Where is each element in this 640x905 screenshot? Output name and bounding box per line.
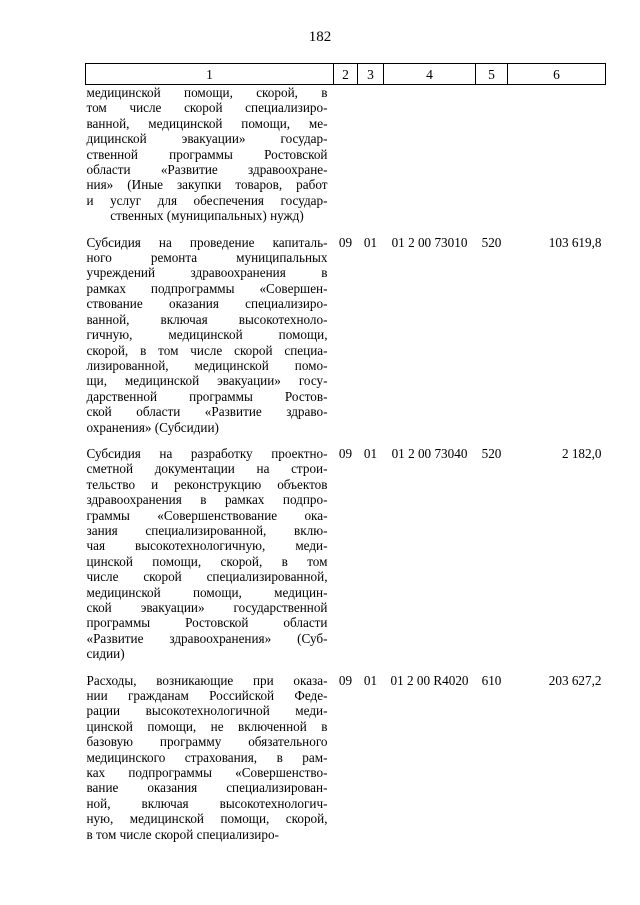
- expense-type-cell: 520: [481, 445, 502, 461]
- budget-table: [85, 63, 606, 842]
- subsection-code-cell: 01: [363, 445, 378, 461]
- description-line: скорой, в том числе скорой специа-: [86, 342, 328, 358]
- table-header: [86, 64, 606, 85]
- table-row: [86, 673, 606, 842]
- spacer-cell: [86, 435, 606, 446]
- description-line: тельство и реконструкцию объектов: [86, 476, 328, 492]
- expense-type-cell: 520: [481, 234, 502, 250]
- page-number: 182: [308, 29, 332, 45]
- description-line: Субсидия на проведение капиталь-: [86, 234, 328, 250]
- section-code-cell: 09: [338, 234, 353, 250]
- description-line: ках подпрограммы «Совершенство-: [86, 765, 328, 781]
- row-spacer: [86, 662, 606, 673]
- description-line: сметной документации на строи-: [86, 461, 328, 477]
- description-line: рации высокотехнологичной меди-: [86, 703, 328, 719]
- target-code-cell: 01 2 00 73040: [391, 445, 468, 461]
- description-cell: [86, 673, 334, 842]
- description-cell: [86, 85, 334, 224]
- description-line: нии гражданам Российской Феде-: [86, 688, 328, 704]
- description-line: щи, медицинской эвакуации» госу-: [86, 373, 328, 389]
- header-col-3: 3: [358, 64, 384, 85]
- description-line: медицинской помощи, медицин-: [86, 584, 328, 600]
- expense-type-cell: 610: [481, 672, 502, 688]
- description-line: рамках подпрограммы «Совершен-: [86, 280, 328, 296]
- description-line: ствование оказания специализиро-: [86, 296, 328, 312]
- description-line: гичную, медицинской помощи,: [86, 327, 328, 343]
- row-spacer: [86, 435, 606, 446]
- description-cell: [86, 235, 334, 435]
- header-col-2: 2: [334, 64, 358, 85]
- amount-cell: 103 619,8: [548, 234, 602, 250]
- target-code-cell: 01 2 00 73010: [391, 234, 468, 250]
- description-line: в том числе скорой специализиро-: [86, 826, 279, 842]
- description-line: дарственной программы Ростов-: [86, 388, 328, 404]
- header-col-6: 6: [508, 64, 606, 85]
- description-line: и услуг для обеспечения государ-: [86, 192, 328, 208]
- description-line: ственной программы Ростовской: [86, 146, 328, 162]
- description-line: лизированной, медицинской помо-: [86, 357, 328, 373]
- section-code-cell: 09: [338, 445, 353, 461]
- description-line: чая высокотехнологичную, меди-: [86, 538, 328, 554]
- description-line: вание оказания специализирован-: [86, 780, 328, 796]
- description-line: медицинской помощи, скорой, в: [86, 85, 328, 100]
- amount-cell: [508, 85, 606, 224]
- description-line: ванной, включая высокотехноло-: [86, 311, 328, 327]
- description-line: здравоохранения в рамках подпро-: [86, 492, 328, 508]
- description-line: цинской помощи, не включенной в: [86, 718, 328, 734]
- spacer-cell: [86, 224, 606, 235]
- description-line: «Развитие здравоохранения» (Суб-: [86, 630, 328, 646]
- description-line: Расходы, возникающие при оказа-: [86, 672, 328, 688]
- description-line: области «Развитие здравоохране-: [86, 162, 328, 178]
- description-line: ной, включая высокотехнологич-: [86, 795, 328, 811]
- description-line: сидии): [86, 646, 125, 662]
- description-line: ской области «Развитие здраво-: [86, 404, 328, 420]
- description-line: ской эвакуации» государственной: [86, 600, 328, 615]
- spacer-cell: [86, 662, 606, 673]
- description-line: ного ремонта муниципальных: [86, 250, 328, 266]
- row-spacer: [86, 224, 606, 235]
- header-col-1: 1: [86, 64, 334, 85]
- description-line: базовую программу обязательного: [86, 734, 328, 750]
- header-col-4: 4: [384, 64, 476, 85]
- description-line: цинской помощи, скорой, в том: [86, 553, 328, 569]
- amount-cell: 2 182,0: [561, 445, 602, 461]
- header-row: [86, 64, 606, 85]
- target-code-cell: 01 2 00 R4020: [390, 672, 469, 688]
- description-line: охранения» (Субсидии): [86, 419, 219, 435]
- description-line: граммы «Совершенствование ока-: [86, 507, 328, 523]
- header-col-5: 5: [476, 64, 508, 85]
- subsection-code-cell: [358, 85, 384, 224]
- section-code-cell: 09: [338, 672, 353, 688]
- description-line: ния» (Иные закупки товаров, работ: [86, 177, 328, 193]
- description-line: ственных (муниципальных) нужд): [110, 208, 304, 224]
- description-line: медицинского страхования, в рам-: [86, 749, 328, 765]
- description-line: программы Ростовской области: [86, 615, 328, 631]
- amount-cell: 203 627,2: [548, 672, 602, 688]
- table-row: [86, 235, 606, 435]
- section-code-cell: [334, 85, 358, 224]
- description-line: числе скорой специализированной,: [86, 569, 328, 585]
- description-line: ную, медицинской помощи, скорой,: [86, 811, 328, 827]
- description-line: том числе скорой специализиро-: [86, 100, 328, 116]
- description-line: дицинской эвакуации» государ-: [86, 131, 328, 147]
- description-line: ванной, медицинской помощи, ме-: [86, 115, 328, 131]
- description-cell: [86, 446, 334, 662]
- subsection-code-cell: 01: [363, 234, 378, 250]
- subsection-code-cell: 01: [363, 672, 378, 688]
- description-line: Субсидия на разработку проектно-: [86, 445, 328, 461]
- table-body: [86, 85, 606, 843]
- description-line: учреждений здравоохранения в: [86, 265, 328, 281]
- expense-type-cell: [476, 85, 508, 224]
- description-line: зания специализированной, вклю-: [86, 522, 328, 538]
- table-row: [86, 446, 606, 662]
- table-row: [86, 85, 606, 224]
- target-code-cell: [384, 85, 476, 224]
